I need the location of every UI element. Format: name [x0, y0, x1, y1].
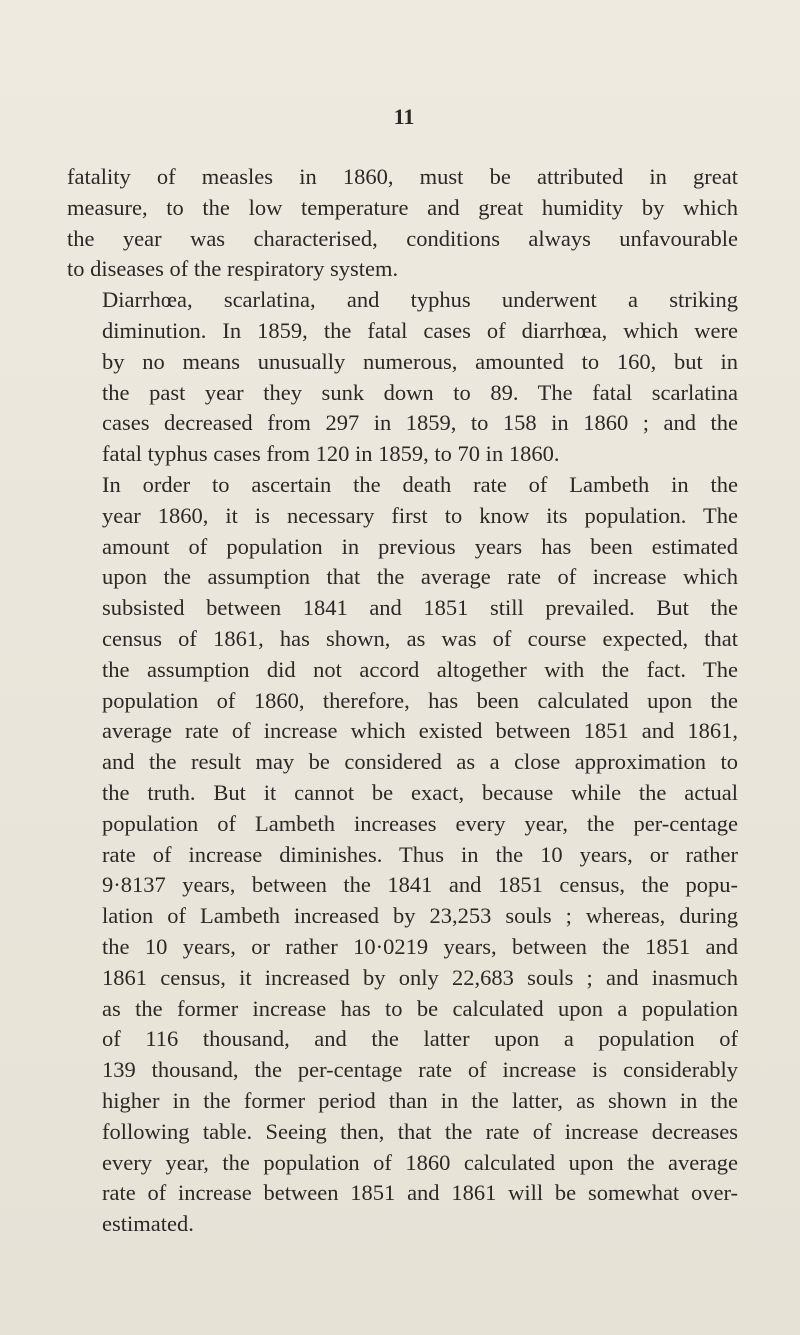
- text-line: upon the assumption that the average rate of increase which: [102, 564, 738, 590]
- text-line: measure, to the low temperature and great humidity by which: [67, 194, 738, 220]
- text-line: 9·8137 years, between the 1841 and 1851 census, the popu-: [102, 872, 738, 898]
- text-line: the truth. But it cannot be exact, because while the actual: [102, 779, 738, 805]
- text-line: fatal typhus cases from 120 in 1859, to 70 in 1860.: [102, 441, 560, 467]
- text-line: by no means unusually numerous, amounted to 160, but in: [102, 348, 738, 374]
- text-line: In order to ascertain the death rate of Lambeth in the: [102, 471, 738, 497]
- text-line: the past year they sunk down to 89. The fatal scarlatina: [102, 379, 738, 405]
- page-number: 11: [393, 104, 415, 129]
- text-line: and the result may be considered as a close approximation to: [102, 749, 738, 775]
- text-line: lation of Lambeth increased by 23,253 souls ; whereas, during: [102, 903, 738, 929]
- text-line: higher in the former period than in the latter, as shown in the: [102, 1087, 738, 1113]
- text-line: year 1860, it is necessary first to know its population. The: [102, 502, 738, 528]
- text-line: following table. Seeing then, that the rate of increase decreases: [102, 1118, 738, 1144]
- text-line: 1861 census, it increased by only 22,683 souls ; and inasmuch: [102, 964, 738, 990]
- paragraph-3: [67, 470, 738, 1240]
- text-line: subsisted between 1841 and 1851 still prevailed. But the: [102, 595, 738, 621]
- text-line: census of 1861, has shown, as was of course expected, that: [102, 625, 738, 651]
- text-line: average rate of increase which existed between 1851 and 1861,: [102, 718, 738, 744]
- body-text: [67, 162, 738, 1240]
- text-line: population of Lambeth increases every year, the per-centage: [102, 810, 738, 836]
- text-line: diminution. In 1859, the fatal cases of diarrhœa, which were: [102, 317, 738, 343]
- text-line: cases decreased from 297 in 1859, to 158 in 1860 ; and the: [102, 410, 738, 436]
- text-line: to diseases of the respiratory system.: [67, 256, 399, 282]
- paragraph-1: [67, 162, 738, 285]
- text-line: fatality of measles in 1860, must be attributed in great: [67, 164, 738, 189]
- text-line: estimated.: [102, 1211, 194, 1237]
- text-line: amount of population in previous years has been estimated: [102, 533, 738, 559]
- text-line: the 10 years, or rather 10·0219 years, between the 1851 and: [102, 933, 738, 959]
- text-line: 139 thousand, the per-centage rate of increase is considerably: [102, 1057, 738, 1083]
- text-line: rate of increase between 1851 and 1861 will be somewhat over-: [102, 1180, 738, 1206]
- text-line: population of 1860, therefore, has been calculated upon the: [102, 687, 738, 713]
- text-line: the year was characterised, conditions always unfavourable: [67, 225, 738, 251]
- text-line: rate of increase diminishes. Thus in the 10 years, or rather: [102, 841, 738, 867]
- paragraph-2: [67, 285, 738, 470]
- text-line: of 116 thousand, and the latter upon a population of: [102, 1026, 738, 1052]
- text-line: every year, the population of 1860 calculated upon the average: [102, 1149, 738, 1175]
- text-line: Diarrhœa, scarlatina, and typhus underwent a striking: [102, 287, 738, 313]
- text-line: as the former increase has to be calculated upon a population: [102, 995, 738, 1021]
- text-line: the assumption did not accord altogether with the fact. The: [102, 656, 738, 682]
